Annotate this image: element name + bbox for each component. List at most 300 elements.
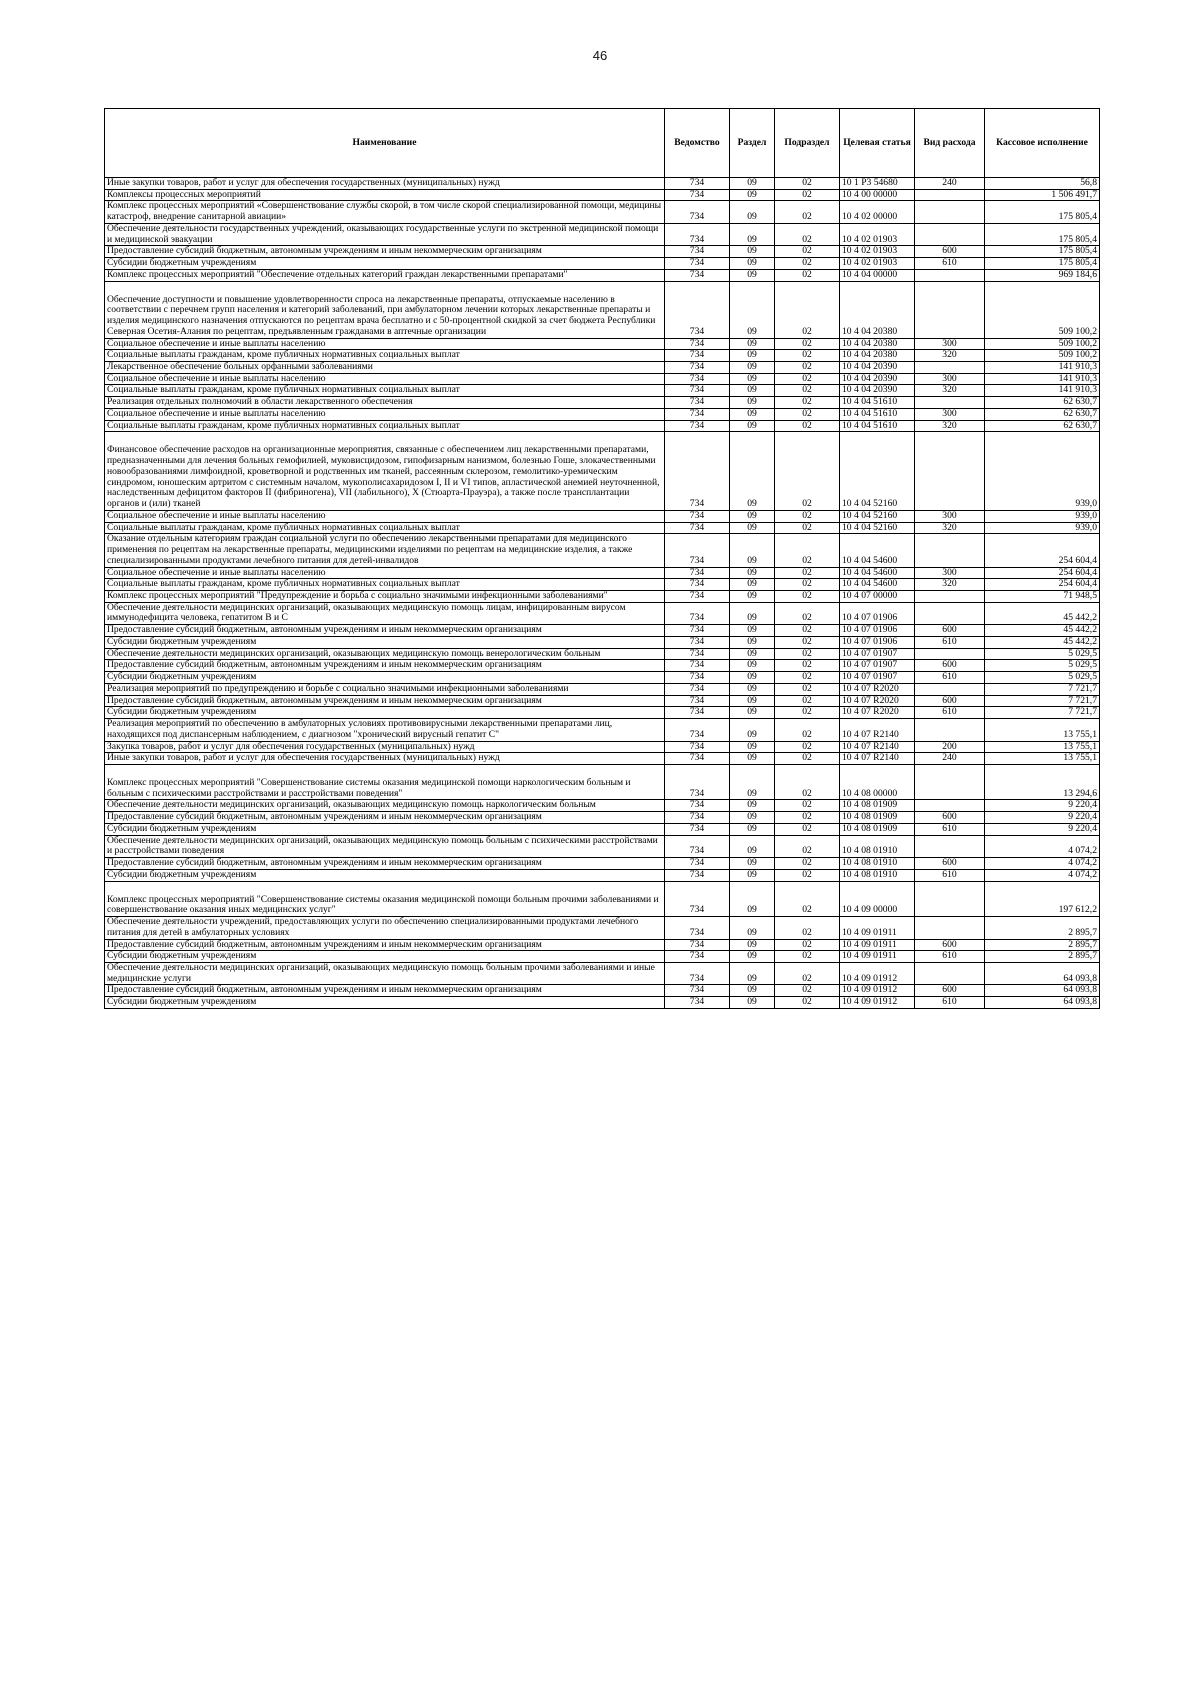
row-target-item: 10 4 09 01911 [840,917,915,939]
row-expense-type [915,719,985,741]
row-section: 09 [730,420,775,432]
row-department: 734 [665,510,730,522]
table-row [105,350,1100,362]
row-expense-type [915,432,985,510]
table-row [105,201,1100,223]
row-cash-execution: 62 630,7 [985,420,1100,432]
row-target-item: 10 4 04 20390 [840,385,915,397]
row-expense-type: 200 [915,741,985,753]
table-row [105,522,1100,534]
row-cash-execution: 13 755,1 [985,753,1100,765]
row-expense-type [915,269,985,281]
row-subsection: 02 [775,719,840,741]
table-row [105,362,1100,374]
row-department: 734 [665,683,730,695]
row-expense-type: 300 [915,338,985,350]
row-cash-execution: 141 910,3 [985,362,1100,374]
row-cash-execution: 939,0 [985,432,1100,510]
row-department: 734 [665,800,730,812]
row-department: 734 [665,567,730,579]
row-expense-type [915,281,985,338]
row-department: 734 [665,534,730,567]
row-name: Социальное обеспечение и иные выплаты населению [105,408,665,420]
row-subsection: 02 [775,800,840,812]
row-target-item: 10 4 02 00000 [840,201,915,223]
row-name: Комплекс процессных мероприятий "Совершенствование системы оказания медицинской помощи наркологическим больным и больным с психическими расстройствами и расстройствами поведения" [105,764,665,799]
row-expense-type [915,963,985,985]
row-expense-type: 240 [915,178,985,190]
table-row [105,753,1100,765]
table-row [105,636,1100,648]
row-subsection: 02 [775,648,840,660]
table-row [105,719,1100,741]
row-name: Субсидии бюджетным учреждениям [105,672,665,684]
row-section: 09 [730,835,775,857]
row-department: 734 [665,939,730,951]
row-target-item: 10 4 04 51610 [840,420,915,432]
row-section: 09 [730,579,775,591]
table-row [105,764,1100,799]
row-cash-execution: 509 100,2 [985,281,1100,338]
row-name: Обеспечение деятельности медицинских организаций, оказывающих медицинскую помощь лицам, инфицированным вирусом иммунодефицита человека, гепатитом В и С [105,602,665,624]
table-row [105,178,1100,190]
row-department: 734 [665,985,730,997]
row-section: 09 [730,672,775,684]
row-name: Предоставление субсидий бюджетным, автономным учреждениям и иным некоммерческим организациям [105,246,665,258]
row-cash-execution: 509 100,2 [985,350,1100,362]
row-cash-execution: 5 029,5 [985,648,1100,660]
table-row [105,835,1100,857]
table-row [105,672,1100,684]
row-expense-type: 610 [915,707,985,719]
row-target-item: 10 4 04 52160 [840,522,915,534]
row-cash-execution: 509 100,2 [985,338,1100,350]
row-subsection: 02 [775,534,840,567]
row-department: 734 [665,881,730,916]
row-cash-execution: 7 721,7 [985,695,1100,707]
row-subsection: 02 [775,741,840,753]
row-department: 734 [665,672,730,684]
row-target-item: 10 4 07 01906 [840,625,915,637]
row-subsection: 02 [775,917,840,939]
row-department: 734 [665,258,730,270]
table-header [105,109,1100,178]
row-expense-type [915,362,985,374]
row-subsection: 02 [775,602,840,624]
row-subsection: 02 [775,281,840,338]
row-subsection: 02 [775,246,840,258]
table-row [105,869,1100,881]
row-subsection: 02 [775,707,840,719]
table-body [105,178,1100,1009]
row-department: 734 [665,753,730,765]
row-department: 734 [665,362,730,374]
row-subsection: 02 [775,432,840,510]
row-name: Комплекс процессных мероприятий "Предупреждение и борьба с социально значимыми инфекционными заболеваниями" [105,590,665,602]
budget-table [104,108,1100,1009]
row-name: Социальные выплаты гражданам, кроме публичных нормативных социальных выплат [105,579,665,591]
row-department: 734 [665,636,730,648]
table-row [105,963,1100,985]
row-expense-type [915,881,985,916]
row-department: 734 [665,963,730,985]
row-section: 09 [730,625,775,637]
row-name: Предоставление субсидий бюджетным, автономным учреждениям и иным некоммерческим организациям [105,660,665,672]
row-section: 09 [730,800,775,812]
row-target-item: 10 4 04 54600 [840,567,915,579]
table-row [105,917,1100,939]
row-expense-type: 320 [915,420,985,432]
row-cash-execution: 64 093,8 [985,997,1100,1009]
header-subsection: Подраздел [775,109,840,178]
row-section: 09 [730,881,775,916]
row-target-item: 10 4 04 54600 [840,579,915,591]
row-name: Социальные выплаты гражданам, кроме публичных нормативных социальных выплат [105,522,665,534]
row-expense-type: 600 [915,660,985,672]
row-cash-execution: 175 805,4 [985,258,1100,270]
row-section: 09 [730,707,775,719]
row-cash-execution: 45 442,2 [985,625,1100,637]
row-subsection: 02 [775,963,840,985]
row-target-item: 10 4 02 01903 [840,258,915,270]
row-name: Лекарственное обеспечение больных орфанными заболеваниями [105,362,665,374]
row-name: Закупка товаров, работ и услуг для обеспечения государственных (муниципальных) нужд [105,741,665,753]
header-expense-type: Вид расхода [915,109,985,178]
row-target-item: 10 4 09 01911 [840,939,915,951]
row-name: Комплекс процессных мероприятий "Обеспечение отдельных категорий граждан лекарственными препаратами" [105,269,665,281]
row-expense-type: 320 [915,522,985,534]
row-cash-execution: 1 506 491,7 [985,189,1100,201]
row-name: Социальное обеспечение и иные выплаты населению [105,510,665,522]
row-cash-execution: 64 093,8 [985,985,1100,997]
row-section: 09 [730,408,775,420]
row-expense-type: 240 [915,753,985,765]
row-target-item: 10 4 08 01909 [840,800,915,812]
row-expense-type [915,683,985,695]
row-name: Субсидии бюджетным учреждениям [105,707,665,719]
row-cash-execution: 2 895,7 [985,917,1100,939]
row-department: 734 [665,764,730,799]
row-subsection: 02 [775,858,840,870]
row-cash-execution: 13 755,1 [985,741,1100,753]
row-expense-type: 610 [915,997,985,1009]
row-target-item: 10 1 Р3 54680 [840,178,915,190]
table-row [105,338,1100,350]
row-expense-type [915,917,985,939]
row-section: 09 [730,567,775,579]
row-subsection: 02 [775,683,840,695]
table-row [105,510,1100,522]
row-name: Субсидии бюджетным учреждениям [105,636,665,648]
row-name: Комплексы процессных мероприятий [105,189,665,201]
row-cash-execution: 5 029,5 [985,660,1100,672]
row-subsection: 02 [775,753,840,765]
row-name: Обеспечение деятельности государственных учреждений, оказывающих государственные услуги по экстренной медицинской помощи и медицинской эвакуации [105,223,665,245]
row-department: 734 [665,707,730,719]
row-section: 09 [730,636,775,648]
row-section: 09 [730,397,775,409]
table-row [105,223,1100,245]
row-target-item: 10 4 02 01903 [840,223,915,245]
row-target-item: 10 4 09 01912 [840,963,915,985]
row-subsection: 02 [775,881,840,916]
table-row [105,373,1100,385]
row-name: Реализация мероприятий по обеспечению в амбулаторных условиях противовирусными лекарственными препаратами лиц, находящихся под диспансерным наблюдением, с диагнозом "хронический вирусный гепатит С" [105,719,665,741]
row-cash-execution: 939,0 [985,510,1100,522]
row-expense-type: 600 [915,858,985,870]
row-cash-execution: 175 805,4 [985,223,1100,245]
table-row [105,939,1100,951]
row-target-item: 10 4 07 01907 [840,660,915,672]
row-name: Социальное обеспечение и иные выплаты населению [105,338,665,350]
row-section: 09 [730,753,775,765]
table-row [105,397,1100,409]
row-expense-type: 610 [915,672,985,684]
row-department: 734 [665,835,730,857]
row-cash-execution: 13 294,6 [985,764,1100,799]
header-department: Ведомство [665,109,730,178]
row-section: 09 [730,178,775,190]
row-department: 734 [665,281,730,338]
row-department: 734 [665,385,730,397]
table-row [105,385,1100,397]
row-name: Субсидии бюджетным учреждениям [105,258,665,270]
row-section: 09 [730,269,775,281]
row-expense-type [915,800,985,812]
row-expense-type: 300 [915,567,985,579]
row-cash-execution: 7 721,7 [985,707,1100,719]
row-expense-type [915,534,985,567]
row-department: 734 [665,858,730,870]
row-department: 734 [665,917,730,939]
row-name: Социальные выплаты гражданам, кроме публичных нормативных социальных выплат [105,350,665,362]
table-row [105,800,1100,812]
row-target-item: 10 4 04 20380 [840,338,915,350]
row-name: Предоставление субсидий бюджетным, автономным учреждениям и иным некоммерческим организациям [105,858,665,870]
row-expense-type: 600 [915,625,985,637]
row-name: Социальные выплаты гражданам, кроме публичных нормативных социальных выплат [105,420,665,432]
row-target-item: 10 4 08 01910 [840,858,915,870]
row-name: Финансовое обеспечение расходов на организационные мероприятия, связанные с обеспечением лиц лекарственными препаратами, предназначенными для лечения больных гемофилией, муковисцидозом, гипофизарным нанизмом, болезнью Гоше, злокачественными новообразованиями лимфоидной, кроветворной и родственных им тканей, рассеянным склерозом, гемолитико-уремическим синдромом, юношеским артритом с системным началом, мукополисахаридозом I, II и VI типов, апластической анемией неуточненной, наследственным дефицитом факторов II (фибриногена), VII (лабильного), X (Стюарта-Прауэра), а также после трансплантации органов и (или) тканей [105,432,665,510]
row-cash-execution: 254 604,4 [985,567,1100,579]
table-row [105,683,1100,695]
row-subsection: 02 [775,258,840,270]
row-expense-type: 610 [915,951,985,963]
table-row [105,997,1100,1009]
row-subsection: 02 [775,579,840,591]
row-name: Социальное обеспечение и иные выплаты населению [105,373,665,385]
row-name: Социальное обеспечение и иные выплаты населению [105,567,665,579]
row-name: Обеспечение деятельности медицинских организаций, оказывающих медицинскую помощь венерологическим больным [105,648,665,660]
row-section: 09 [730,373,775,385]
row-expense-type: 300 [915,373,985,385]
row-subsection: 02 [775,812,840,824]
row-target-item: 10 4 07 R2020 [840,695,915,707]
row-department: 734 [665,823,730,835]
row-target-item: 10 4 07 R2140 [840,719,915,741]
row-subsection: 02 [775,997,840,1009]
header-cash-execution: Кассовое исполнение [985,109,1100,178]
row-expense-type: 300 [915,510,985,522]
row-cash-execution: 56,8 [985,178,1100,190]
table-row [105,951,1100,963]
row-expense-type: 300 [915,408,985,420]
row-subsection: 02 [775,178,840,190]
row-name: Субсидии бюджетным учреждениям [105,997,665,1009]
row-subsection: 02 [775,636,840,648]
row-subsection: 02 [775,269,840,281]
row-name: Реализация отдельных полномочий в области лекарственного обеспечения [105,397,665,409]
row-subsection: 02 [775,362,840,374]
row-target-item: 10 4 07 01906 [840,602,915,624]
row-target-item: 10 4 00 00000 [840,189,915,201]
row-cash-execution: 45 442,2 [985,636,1100,648]
row-department: 734 [665,648,730,660]
row-target-item: 10 4 07 01907 [840,672,915,684]
row-target-item: 10 4 09 01912 [840,985,915,997]
header-target-item: Целевая статья [840,109,915,178]
row-cash-execution: 9 220,4 [985,812,1100,824]
row-subsection: 02 [775,590,840,602]
row-section: 09 [730,385,775,397]
header-name: Наименование [105,109,665,178]
row-target-item: 10 4 08 01910 [840,869,915,881]
table-row [105,695,1100,707]
row-expense-type: 600 [915,985,985,997]
row-cash-execution: 2 895,7 [985,951,1100,963]
row-cash-execution: 9 220,4 [985,823,1100,835]
row-section: 09 [730,939,775,951]
row-subsection: 02 [775,189,840,201]
row-target-item: 10 4 08 01910 [840,835,915,857]
table-row [105,408,1100,420]
row-section: 09 [730,281,775,338]
row-department: 734 [665,338,730,350]
row-expense-type [915,590,985,602]
table-row [105,881,1100,916]
row-section: 09 [730,362,775,374]
row-section: 09 [730,350,775,362]
table-row [105,812,1100,824]
row-subsection: 02 [775,350,840,362]
row-section: 09 [730,534,775,567]
row-cash-execution: 7 721,7 [985,683,1100,695]
row-section: 09 [730,201,775,223]
row-name: Предоставление субсидий бюджетным, автономным учреждениям и иным некоммерческим организациям [105,985,665,997]
row-department: 734 [665,223,730,245]
row-section: 09 [730,223,775,245]
row-target-item: 10 4 04 20390 [840,373,915,385]
table-row [105,567,1100,579]
table-row [105,823,1100,835]
table-row [105,432,1100,510]
row-name: Иные закупки товаров, работ и услуг для обеспечения государственных (муниципальных) нужд [105,178,665,190]
row-subsection: 02 [775,385,840,397]
row-department: 734 [665,201,730,223]
table-row [105,648,1100,660]
row-name: Предоставление субсидий бюджетным, автономным учреждениям и иным некоммерческим организациям [105,812,665,824]
row-target-item: 10 4 07 R2140 [840,741,915,753]
row-subsection: 02 [775,408,840,420]
row-section: 09 [730,602,775,624]
row-name: Обеспечение деятельности медицинских организаций, оказывающих медицинскую помощь больным прочими заболеваниями и иные медицинские услуги [105,963,665,985]
row-subsection: 02 [775,695,840,707]
row-target-item: 10 4 09 00000 [840,881,915,916]
table-row [105,420,1100,432]
row-target-item: 10 4 09 01912 [840,997,915,1009]
row-target-item: 10 4 08 01909 [840,812,915,824]
row-expense-type: 600 [915,939,985,951]
row-section: 09 [730,258,775,270]
row-section: 09 [730,246,775,258]
row-target-item: 10 4 02 01903 [840,246,915,258]
row-cash-execution: 939,0 [985,522,1100,534]
row-section: 09 [730,660,775,672]
row-name: Комплекс процессных мероприятий "Совершенствование системы оказания медицинской помощи больным прочими заболеваниями и совершенствование оказания иных медицинских услуг" [105,881,665,916]
row-target-item: 10 4 07 01907 [840,648,915,660]
row-subsection: 02 [775,373,840,385]
row-department: 734 [665,432,730,510]
row-department: 734 [665,350,730,362]
row-section: 09 [730,764,775,799]
row-cash-execution: 4 074,2 [985,835,1100,857]
row-target-item: 10 4 04 52160 [840,510,915,522]
row-name: Обеспечение деятельности медицинских организаций, оказывающих медицинскую помощь наркологическим больным [105,800,665,812]
row-name: Реализация мероприятий по предупреждению и борьбе с социально значимыми инфекционными заболеваниями [105,683,665,695]
row-target-item: 10 4 08 01909 [840,823,915,835]
row-target-item: 10 4 04 00000 [840,269,915,281]
row-target-item: 10 4 04 51610 [840,408,915,420]
row-subsection: 02 [775,764,840,799]
row-cash-execution: 254 604,4 [985,534,1100,567]
row-department: 734 [665,246,730,258]
row-expense-type [915,189,985,201]
table-row [105,534,1100,567]
row-subsection: 02 [775,672,840,684]
row-department: 734 [665,695,730,707]
table-row [105,258,1100,270]
row-expense-type: 600 [915,695,985,707]
row-section: 09 [730,648,775,660]
row-cash-execution: 5 029,5 [985,672,1100,684]
row-target-item: 10 4 04 51610 [840,397,915,409]
row-subsection: 02 [775,338,840,350]
row-name: Обеспечение деятельности учреждений, предоставляющих услуги по обеспечению специализированными продуктами лечебного питания для детей в амбулаторных условиях [105,917,665,939]
row-expense-type: 610 [915,258,985,270]
row-cash-execution: 969 184,6 [985,269,1100,281]
row-target-item: 10 4 04 20380 [840,350,915,362]
row-cash-execution: 71 948,5 [985,590,1100,602]
row-cash-execution: 64 093,8 [985,963,1100,985]
row-target-item: 10 4 04 54600 [840,534,915,567]
row-section: 09 [730,522,775,534]
row-subsection: 02 [775,397,840,409]
row-subsection: 02 [775,420,840,432]
row-expense-type: 610 [915,823,985,835]
row-target-item: 10 4 04 20390 [840,362,915,374]
row-cash-execution: 62 630,7 [985,408,1100,420]
row-section: 09 [730,338,775,350]
row-cash-execution: 197 612,2 [985,881,1100,916]
row-subsection: 02 [775,201,840,223]
row-section: 09 [730,719,775,741]
row-target-item: 10 4 09 01911 [840,951,915,963]
row-cash-execution: 45 442,2 [985,602,1100,624]
row-section: 09 [730,189,775,201]
row-department: 734 [665,625,730,637]
row-name: Комплекс процессных мероприятий «Совершенствование службы скорой, в том числе скорой специализированной помощи, медицины катастроф, внедрение санитарной авиации» [105,201,665,223]
row-target-item: 10 4 07 R2020 [840,707,915,719]
